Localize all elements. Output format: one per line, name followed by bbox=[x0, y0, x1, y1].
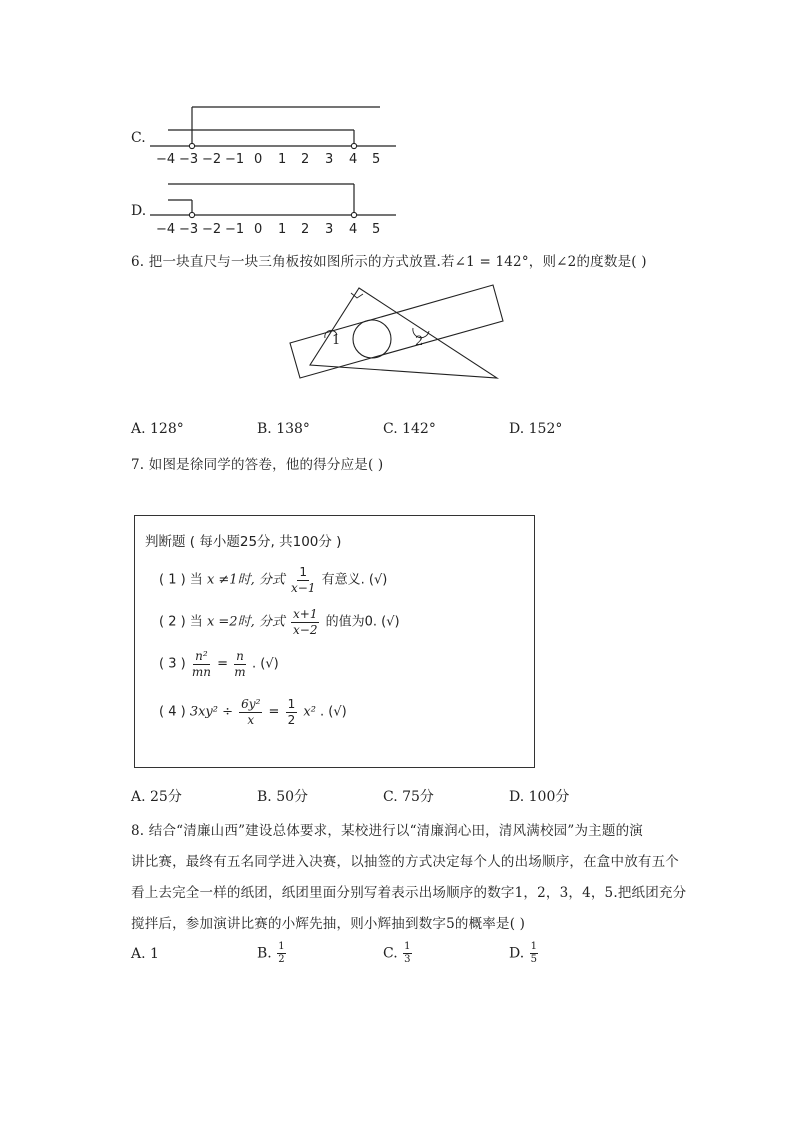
tick-label: −4 bbox=[156, 152, 176, 167]
item-4-prefix: ( 4 ) bbox=[159, 704, 186, 720]
item-1-condition: x ≠1时, 分式 bbox=[206, 572, 285, 588]
item-4-r: x² bbox=[303, 704, 316, 720]
option-d-label: D. bbox=[131, 203, 147, 219]
q8-option-c-fraction bbox=[403, 942, 411, 965]
item-3-rden: m bbox=[234, 664, 246, 679]
item-2-num: x+1 bbox=[293, 607, 318, 621]
answer-item-1 bbox=[159, 566, 387, 594]
item-1-num: 1 bbox=[299, 565, 308, 579]
tick-label: 1 bbox=[278, 222, 287, 237]
fraction-denominator: 5 bbox=[530, 954, 538, 965]
fraction-denominator: 3 bbox=[404, 954, 411, 965]
item-1-suffix: 有意义. (√) bbox=[321, 572, 388, 588]
tick-label: 2 bbox=[301, 222, 310, 237]
q7-option-c[interactable]: C. 75分 bbox=[383, 789, 434, 805]
tick-label: −3 bbox=[179, 152, 199, 167]
q8-option-d[interactable] bbox=[509, 942, 539, 965]
fraction-numerator: 1 bbox=[278, 941, 285, 952]
item-2-prefix: ( 2 ) 当 bbox=[159, 614, 203, 630]
answer-item-4 bbox=[159, 698, 347, 726]
tick-label: −2 bbox=[202, 152, 222, 167]
item-4-rden: 2 bbox=[287, 712, 296, 727]
q7-option-b[interactable]: B. 50分 bbox=[257, 789, 309, 805]
item-4-right-fraction bbox=[286, 698, 298, 726]
item-2-condition: x =2时, 分式 bbox=[206, 614, 285, 630]
q7-option-d[interactable]: D. 100分 bbox=[509, 789, 570, 805]
number-line-c-ticks bbox=[150, 152, 400, 172]
tick-label: 4 bbox=[349, 152, 358, 167]
item-3-eq: = bbox=[217, 656, 228, 672]
fraction-numerator: 1 bbox=[530, 941, 538, 952]
item-2-fraction bbox=[291, 608, 319, 636]
angle-1-label: 1 bbox=[332, 333, 341, 348]
item-4-fraction bbox=[239, 698, 262, 726]
tick-label: 5 bbox=[372, 152, 381, 167]
q8-option-d-fraction bbox=[530, 942, 538, 965]
item-2-suffix: 的值为0. (√) bbox=[325, 614, 400, 630]
item-1-prefix: ( 1 ) 当 bbox=[159, 572, 203, 588]
item-3-prefix: ( 3 ) bbox=[159, 656, 186, 672]
number-line-d-ticks bbox=[150, 222, 400, 242]
item-1-den: x−1 bbox=[291, 580, 316, 595]
q8-option-b[interactable] bbox=[257, 942, 287, 965]
item-4-fden: x bbox=[247, 712, 255, 727]
item-3-right-fraction bbox=[234, 650, 246, 678]
item-4-fnum: 6y² bbox=[241, 697, 261, 711]
answer-sheet-box bbox=[134, 515, 535, 768]
item-3-rnum: n bbox=[236, 649, 244, 663]
q8-option-d-label: D. bbox=[509, 945, 525, 962]
tick-label: 3 bbox=[325, 222, 334, 237]
q8-option-c[interactable] bbox=[383, 942, 413, 965]
item-3-lnum: n² bbox=[195, 649, 208, 663]
question-8-line-4: 搅拌后，参加演讲比赛的小辉先抽，则小辉抽到数字5的概率是( ) bbox=[131, 916, 526, 932]
angle-2-label: 2 bbox=[415, 334, 424, 349]
tick-label: 0 bbox=[254, 222, 263, 237]
tick-label: −4 bbox=[156, 222, 176, 237]
tick-label: −2 bbox=[202, 222, 222, 237]
q8-option-b-label: B. bbox=[257, 945, 272, 962]
question-7-text: 7. 如图是徐同学的答卷，他的得分应是( ) bbox=[131, 457, 384, 473]
q8-option-a[interactable]: A. 1 bbox=[131, 946, 159, 962]
ruler-triangle-figure bbox=[285, 283, 515, 383]
tick-label: −3 bbox=[179, 222, 199, 237]
q6-option-d[interactable]: D. 152° bbox=[509, 421, 563, 437]
answer-item-3 bbox=[159, 650, 279, 678]
tick-label: 2 bbox=[301, 152, 310, 167]
question-6-text: 6. 把一块直尺与一块三角板按如图所示的方式放置.若∠1 = 142°，则∠2的度数是( ) bbox=[131, 254, 647, 270]
tick-label: 5 bbox=[372, 222, 381, 237]
item-3-left-fraction bbox=[192, 650, 211, 678]
item-4-a: 3xy² ÷ bbox=[189, 704, 234, 720]
number-line-d bbox=[150, 176, 400, 226]
tick-label: −1 bbox=[225, 222, 245, 237]
q6-option-b[interactable]: B. 138° bbox=[257, 421, 310, 437]
tick-label: 0 bbox=[254, 152, 263, 167]
answer-sheet-title: 判断题 ( 每小题25分, 共100分 ) bbox=[145, 534, 342, 550]
tick-label: 3 bbox=[325, 152, 334, 167]
fraction-numerator: 1 bbox=[404, 941, 411, 952]
q6-option-c[interactable]: C. 142° bbox=[383, 421, 436, 437]
option-c-label: C. bbox=[131, 130, 146, 146]
item-4-eq: = bbox=[268, 704, 280, 720]
q8-option-c-label: C. bbox=[383, 945, 398, 962]
question-8-line-3: 看上去完全一样的纸团，纸团里面分别写着表示出场顺序的数字1，2，3，4，5.把纸团充分 bbox=[131, 885, 687, 901]
item-3-suffix: . (√) bbox=[252, 656, 279, 672]
q8-option-b-fraction bbox=[277, 942, 285, 965]
question-8-line-2: 讲比赛，最终有五名同学进入决赛，以抽签的方式决定每个人的出场顺序，在盒中放有五个 bbox=[131, 854, 679, 870]
item-2-den: x−2 bbox=[293, 622, 318, 637]
answer-item-2 bbox=[159, 608, 400, 636]
q6-option-a[interactable]: A. 128° bbox=[131, 421, 184, 437]
q7-option-a[interactable]: A. 25分 bbox=[131, 789, 182, 805]
tick-label: 4 bbox=[349, 222, 358, 237]
tick-label: −1 bbox=[225, 152, 245, 167]
fraction-denominator: 2 bbox=[278, 954, 285, 965]
item-3-lden: mn bbox=[191, 664, 211, 679]
item-4-suffix: . (√) bbox=[320, 704, 347, 720]
item-1-fraction bbox=[291, 566, 315, 594]
question-8-line-1: 8. 结合“清廉山西”建设总体要求，某校进行以“清廉润心田，清风满校园”为主题的演 bbox=[131, 823, 643, 839]
item-4-rnum: 1 bbox=[287, 697, 296, 711]
tick-label: 1 bbox=[278, 152, 287, 167]
